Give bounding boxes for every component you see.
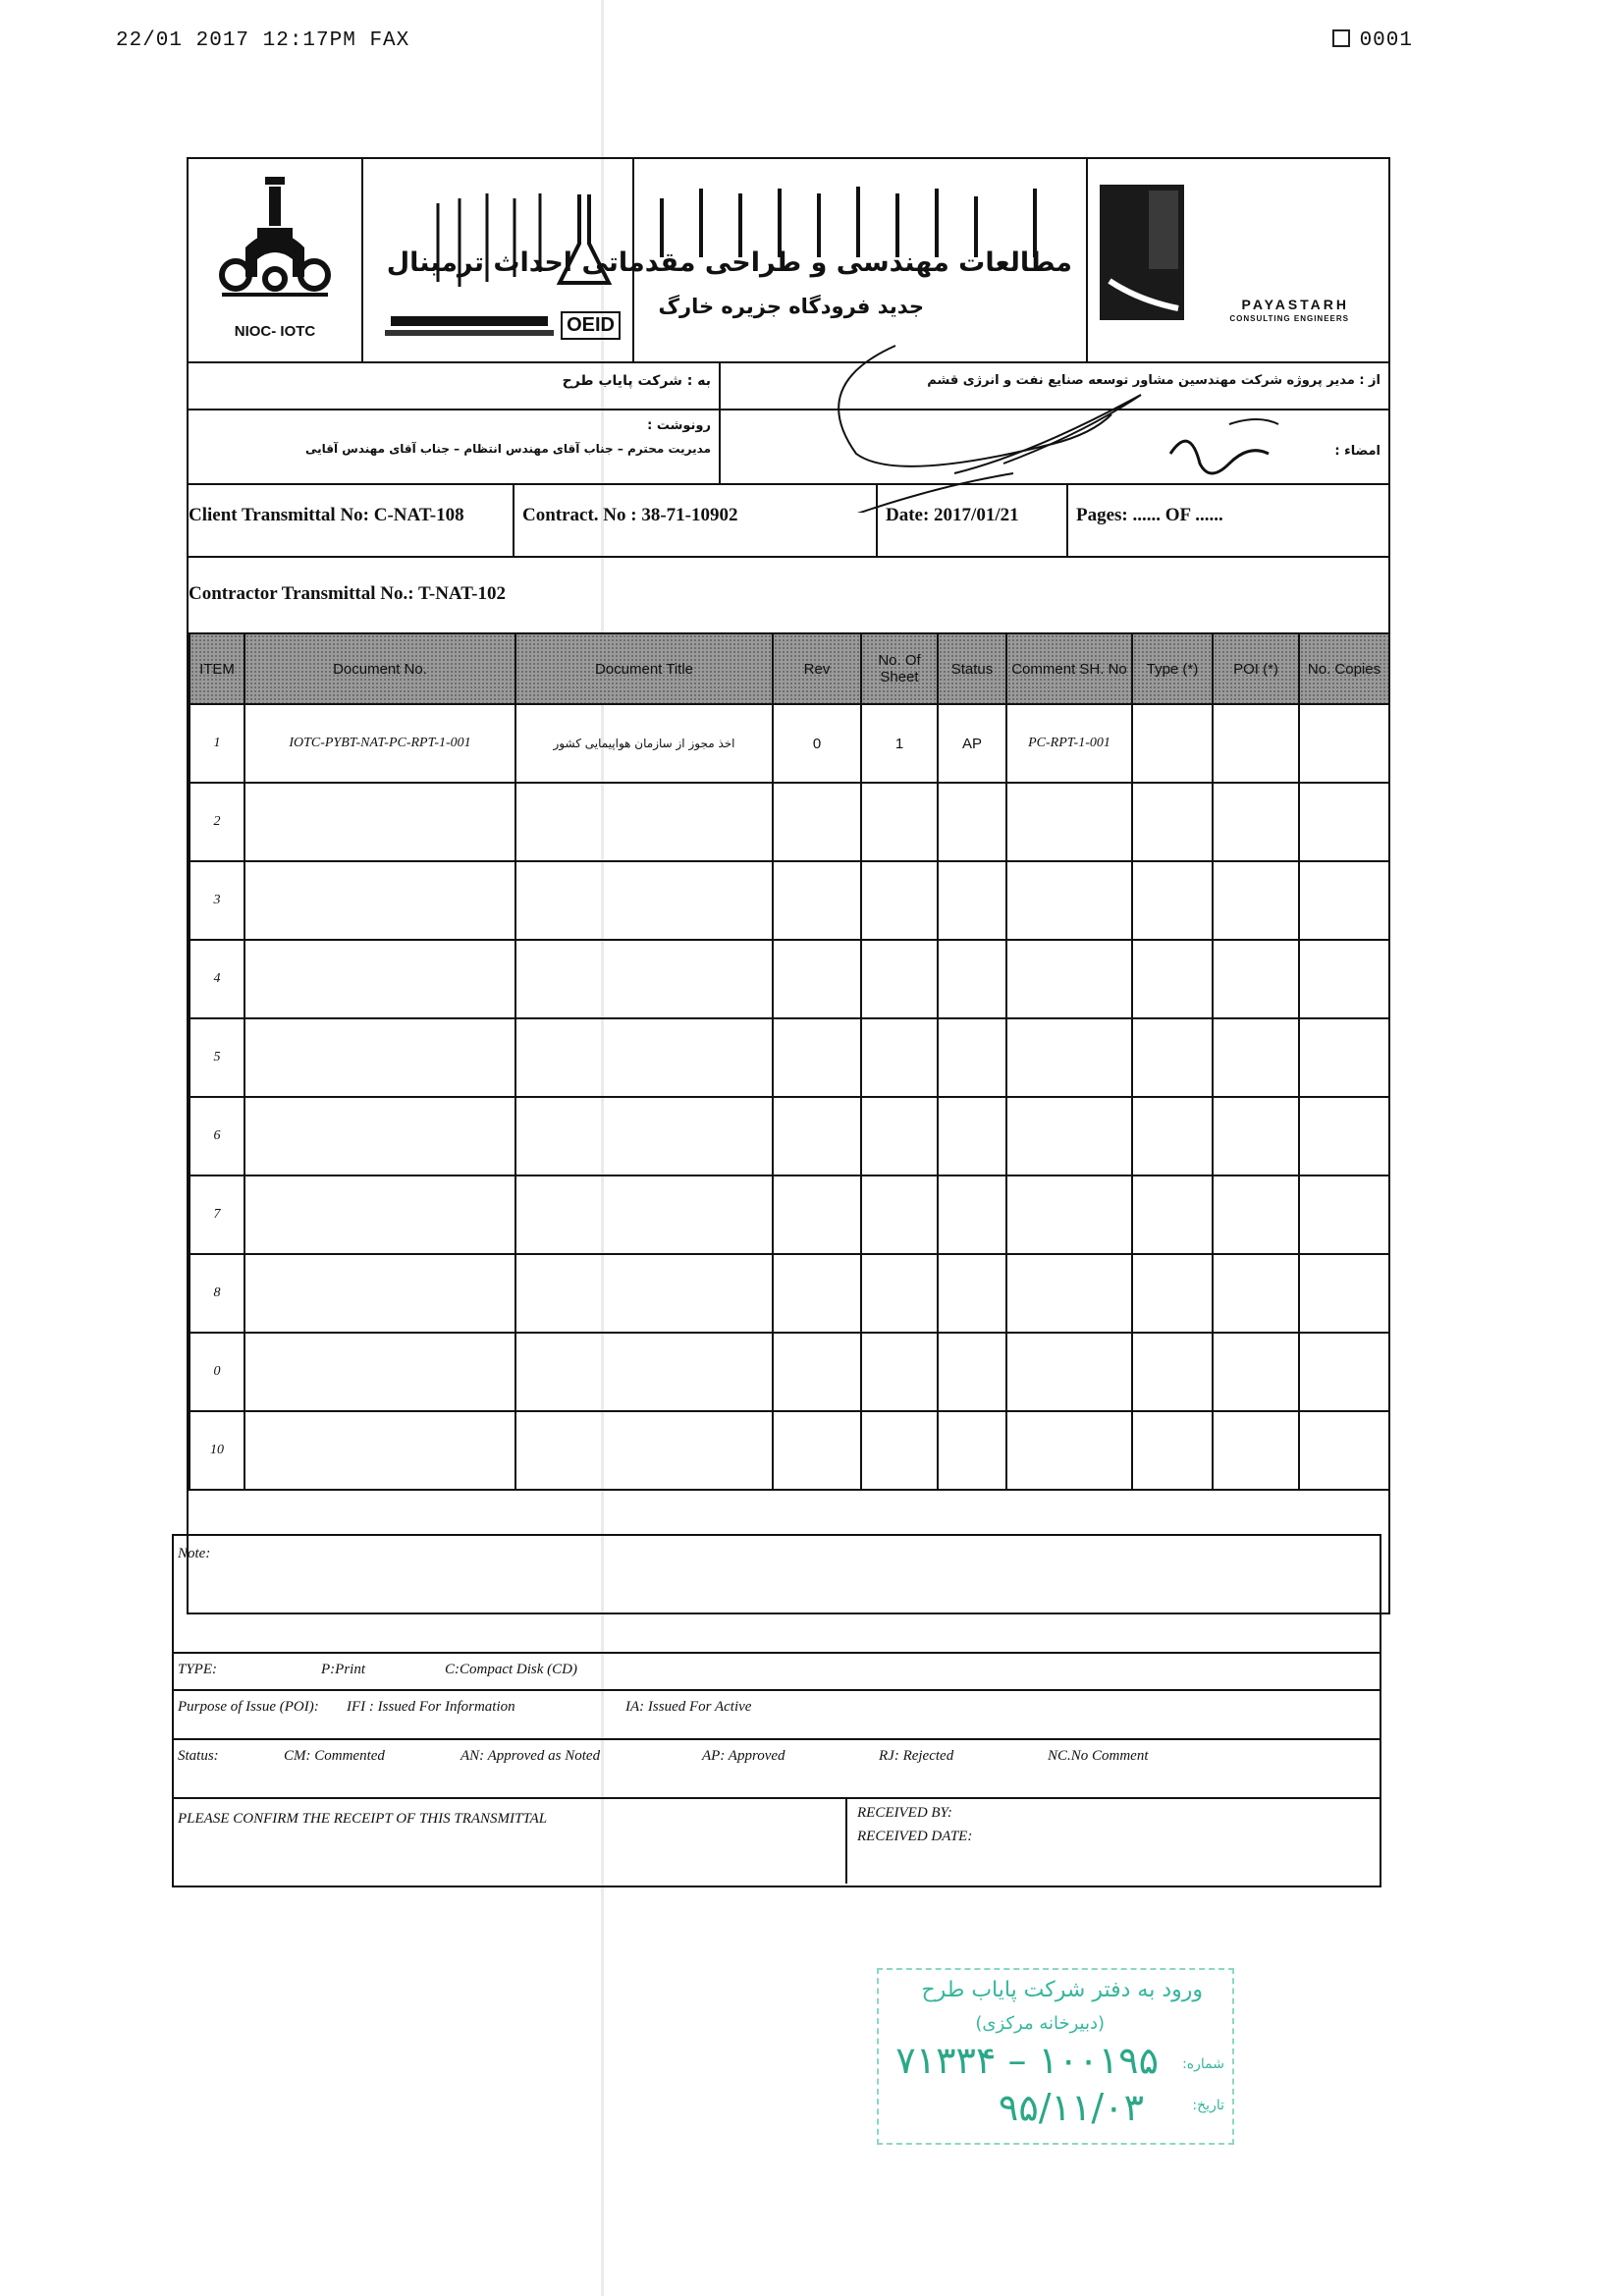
cell-title — [515, 1411, 773, 1490]
cell-title — [515, 1097, 773, 1175]
cell-type — [1132, 1254, 1213, 1333]
cell-doc-no — [244, 1175, 515, 1254]
cell-copies — [1299, 1175, 1389, 1254]
cell-status — [938, 861, 1006, 940]
cell-poi — [1213, 783, 1299, 861]
col-item-header: ITEM — [189, 633, 244, 704]
cell-doc-no — [244, 1411, 515, 1490]
cell-doc-no — [244, 783, 515, 861]
cell-type — [1132, 1175, 1213, 1254]
cell-sheets — [861, 1411, 938, 1490]
cell-comment — [1006, 1411, 1132, 1490]
legend-block — [172, 1534, 1381, 1887]
table-row — [189, 1175, 1389, 1254]
cell-copies — [1299, 861, 1389, 940]
confirm-text: PLEASE CONFIRM THE RECEIPT OF THIS TRANSMITTAL — [178, 1811, 548, 1827]
fax-page-number — [1332, 29, 1413, 52]
contractor-transmittal-row — [189, 556, 1388, 630]
table-row — [189, 783, 1389, 861]
fax-page-value: 0001 — [1359, 29, 1413, 52]
col-copies-header: No. Copies — [1299, 633, 1389, 704]
receipt-stamp — [877, 1968, 1234, 2145]
stamp-number-value: ۱۰۰۱۹۵ – ۷۱۳۳۴ — [895, 2039, 1159, 2082]
cell-rev — [773, 1175, 861, 1254]
cell-copies — [1299, 783, 1389, 861]
cell-doc-no — [244, 1333, 515, 1411]
status-approved-as-noted: AN: Approved as Noted — [460, 1748, 601, 1764]
status-commented: CM: Commented — [284, 1748, 385, 1764]
stamp-number-label: شماره: — [1182, 2056, 1224, 2072]
cell-copies — [1299, 1018, 1389, 1097]
cell-item: 10 — [189, 1411, 244, 1490]
cell-item: 1 — [189, 704, 244, 783]
cell-sheets — [861, 1254, 938, 1333]
cell-sheets — [861, 1175, 938, 1254]
type-row — [174, 1652, 1380, 1691]
cell-title — [515, 1254, 773, 1333]
cell-status — [938, 1175, 1006, 1254]
nioc-logo-icon — [189, 159, 361, 316]
cell-item: 6 — [189, 1097, 244, 1175]
cell-poi — [1213, 704, 1299, 783]
table-header-row — [189, 633, 1389, 704]
project-title-fa: مطالعات مهندسی و طراحی مقدماتی احداث ترمینال — [386, 247, 1072, 278]
type-compact-disk: C:Compact Disk (CD) — [445, 1662, 577, 1677]
cell-sheets — [861, 1018, 938, 1097]
cell-title — [515, 1175, 773, 1254]
table-row — [189, 1333, 1389, 1411]
col-rev-header: Rev — [773, 633, 861, 704]
stamp-subtitle: (دبیرخانه مرکزی) — [975, 2013, 1105, 2034]
pages-count: Pages: ...... OF ...... — [1076, 505, 1223, 525]
type-print: P:Print — [321, 1662, 365, 1677]
client-transmittal-no: Client Transmittal No: C-NAT-108 — [189, 505, 464, 525]
payastarh-subtitle: CONSULTING ENGINEERS — [1229, 314, 1349, 323]
cell-poi — [1213, 1018, 1299, 1097]
cell-item: 2 — [189, 783, 244, 861]
cell-comment — [1006, 940, 1132, 1018]
contract-no: Contract. No : 38-71-10902 — [522, 505, 738, 525]
status-approved: AP: Approved — [702, 1748, 785, 1764]
cell-sheets: 1 — [861, 704, 938, 783]
cell-sheets — [861, 1333, 938, 1411]
cell-title: اخذ مجوز از سازمان هواپیمایی کشور — [515, 704, 773, 783]
info-divider-1 — [513, 483, 514, 556]
poi-label: Purpose of Issue (POI): — [178, 1699, 319, 1715]
cell-copies — [1299, 1254, 1389, 1333]
cell-status — [938, 940, 1006, 1018]
cell-type — [1132, 783, 1213, 861]
cell-doc-no — [244, 1097, 515, 1175]
cell-type — [1132, 1411, 1213, 1490]
received-date: RECEIVED DATE: — [857, 1829, 973, 1844]
fax-box-icon — [1332, 29, 1350, 47]
cc-text: مدیریت محترم – جناب آقای مهندس انتظام – جناب آقای مهندس آقایی — [304, 442, 711, 456]
table-row — [189, 1254, 1389, 1333]
cell-item: 5 — [189, 1018, 244, 1097]
cc-label: رونوشت : — [647, 418, 711, 433]
cell-doc-no — [244, 1018, 515, 1097]
table-row — [189, 1097, 1389, 1175]
status-row — [174, 1738, 1380, 1799]
note-label: Note: — [178, 1546, 211, 1561]
status-no-comment: NC.No Comment — [1048, 1748, 1149, 1764]
document-table — [189, 632, 1390, 1491]
note-row — [174, 1536, 1380, 1654]
cell-comment — [1006, 1097, 1132, 1175]
cell-type — [1132, 1333, 1213, 1411]
col-document-title-header: Document Title — [515, 633, 773, 704]
cell-copies — [1299, 1097, 1389, 1175]
cell-comment — [1006, 861, 1132, 940]
table-row — [189, 861, 1389, 940]
stamp-date-label: تاریخ: — [1192, 2098, 1224, 2113]
confirm-divider — [845, 1797, 847, 1884]
table-row — [189, 940, 1389, 1018]
col-comment-header: Comment SH. No — [1006, 633, 1132, 704]
cell-status — [938, 783, 1006, 861]
cell-poi — [1213, 1175, 1299, 1254]
cell-item: 4 — [189, 940, 244, 1018]
cell-comment — [1006, 783, 1132, 861]
cell-status — [938, 1018, 1006, 1097]
cell-copies — [1299, 1411, 1389, 1490]
table-row — [189, 704, 1389, 783]
poi-ifi: IFI : Issued For Information — [347, 1699, 515, 1715]
cell-item: 3 — [189, 861, 244, 940]
cell-rev — [773, 1254, 861, 1333]
cell-comment — [1006, 1333, 1132, 1411]
stamp-title: ورود به دفتر شرکت پایاب طرح — [921, 1978, 1203, 2002]
cell-status — [938, 1333, 1006, 1411]
table-row — [189, 1411, 1389, 1490]
cell-poi — [1213, 1333, 1299, 1411]
poi-ia: IA: Issued For Active — [625, 1699, 752, 1715]
cell-copies — [1299, 704, 1389, 783]
poi-row — [174, 1689, 1380, 1740]
project-subtitle-fa: جدید فرودگاه جزیره خارگ — [658, 295, 924, 318]
cell-doc-no: IOTC-PYBT-NAT-PC-RPT-1-001 — [244, 704, 515, 783]
cell-title — [515, 1333, 773, 1411]
cell-poi — [1213, 940, 1299, 1018]
oeid-label: OEID — [561, 311, 621, 340]
status-label: Status: — [178, 1748, 219, 1764]
cell-poi — [1213, 1411, 1299, 1490]
cell-comment — [1006, 1018, 1132, 1097]
cc-signature-divider — [719, 409, 721, 483]
cell-rev — [773, 861, 861, 940]
cell-status — [938, 1254, 1006, 1333]
cell-item: 8 — [189, 1254, 244, 1333]
cell-comment — [1006, 1254, 1132, 1333]
confirm-row — [174, 1797, 1380, 1884]
cell-item: 0 — [189, 1333, 244, 1411]
cell-doc-no — [244, 940, 515, 1018]
col-poi-header: POI (*) — [1213, 633, 1299, 704]
payastarh-name: PAYASTARH — [1241, 297, 1349, 312]
cell-status — [938, 1411, 1006, 1490]
nioc-logo-cell — [189, 159, 363, 361]
cell-type — [1132, 1018, 1213, 1097]
cell-comment: PC-RPT-1-001 — [1006, 704, 1132, 783]
cell-rev — [773, 1097, 861, 1175]
cell-sheets — [861, 940, 938, 1018]
col-status-header: Status — [938, 633, 1006, 704]
cell-title — [515, 783, 773, 861]
cell-copies — [1299, 1333, 1389, 1411]
cell-status: AP — [938, 704, 1006, 783]
cell-type — [1132, 704, 1213, 783]
cell-poi — [1213, 1097, 1299, 1175]
to-from-divider — [719, 361, 721, 409]
cell-type — [1132, 861, 1213, 940]
cell-type — [1132, 1097, 1213, 1175]
status-rejected: RJ: Rejected — [879, 1748, 954, 1764]
fax-datetime: 22/01 2017 12:17PM FAX — [116, 29, 410, 52]
cell-status — [938, 1097, 1006, 1175]
cell-sheets — [861, 783, 938, 861]
to-field: به : شرکت پایاب طرح — [562, 373, 711, 389]
cell-comment — [1006, 1175, 1132, 1254]
col-sheets-header: No. Of Sheet — [861, 633, 938, 704]
cell-rev — [773, 783, 861, 861]
contractor-transmittal-no: Contractor Transmittal No.: T-NAT-102 — [189, 583, 506, 604]
stamp-date-value: ۹۵/۱۱/۰۳ — [998, 2086, 1144, 2129]
signature-scribble — [758, 316, 1308, 513]
cell-poi — [1213, 861, 1299, 940]
transmittal-date: Date: 2017/01/21 — [886, 505, 1019, 525]
table-row — [189, 1018, 1389, 1097]
type-label: TYPE: — [178, 1662, 218, 1677]
transmittal-form — [187, 157, 1390, 1614]
from-field: از : مدیر پروژه شرکت مهندسین مشاور توسعه صنایع نفت و انرژی قشم — [927, 373, 1380, 388]
cell-doc-no — [244, 861, 515, 940]
col-type-header: Type (*) — [1132, 633, 1213, 704]
nioc-label: NIOC- IOTC — [234, 323, 316, 340]
cell-rev: 0 — [773, 704, 861, 783]
cell-sheets — [861, 861, 938, 940]
col-document-no-header: Document No. — [244, 633, 515, 704]
cell-rev — [773, 1411, 861, 1490]
cell-rev — [773, 1018, 861, 1097]
cell-sheets — [861, 1097, 938, 1175]
cell-type — [1132, 940, 1213, 1018]
cell-rev — [773, 1333, 861, 1411]
cell-item: 7 — [189, 1175, 244, 1254]
payastarh-logo-icon — [1100, 185, 1198, 332]
signature-label: امضاء : — [1334, 444, 1380, 459]
cell-rev — [773, 940, 861, 1018]
cell-title — [515, 861, 773, 940]
cell-title — [515, 940, 773, 1018]
received-by: RECEIVED BY: — [857, 1805, 952, 1821]
cell-doc-no — [244, 1254, 515, 1333]
cell-poi — [1213, 1254, 1299, 1333]
cell-copies — [1299, 940, 1389, 1018]
cell-title — [515, 1018, 773, 1097]
